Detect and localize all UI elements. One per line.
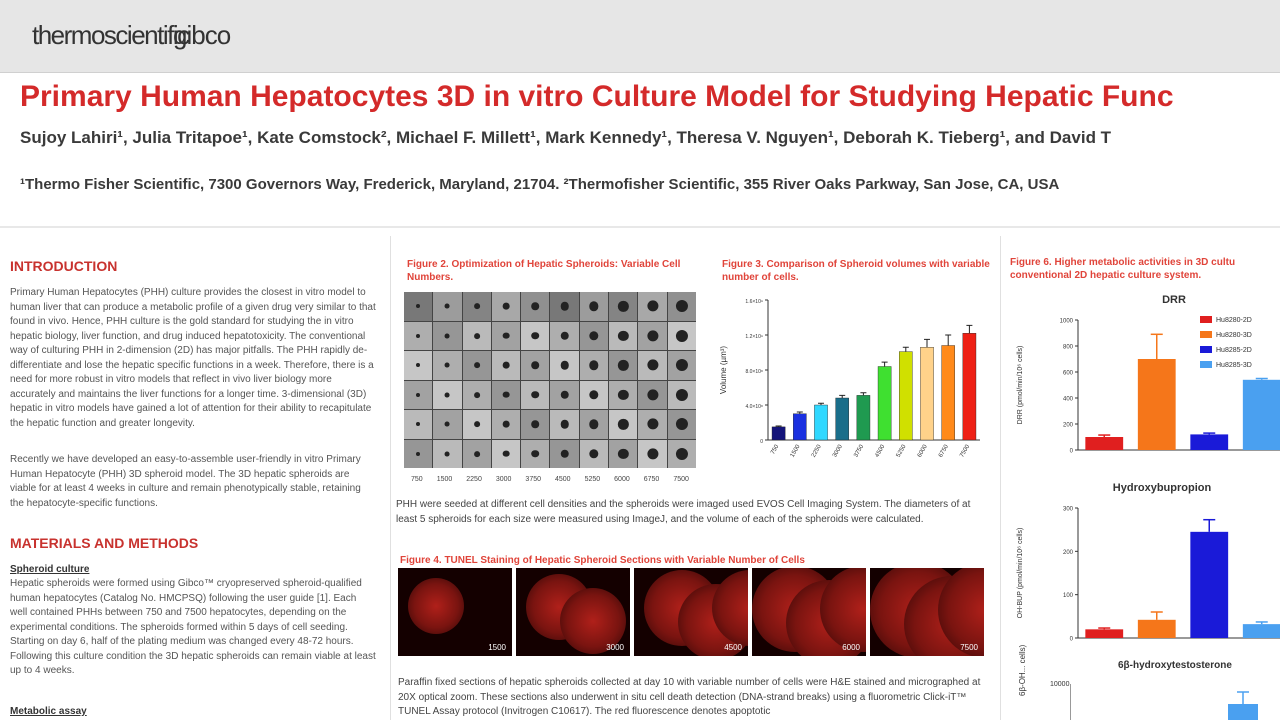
spheroid-well-6750 xyxy=(638,292,666,321)
hydroxytestosterone-chart xyxy=(1070,684,1280,720)
spheroid-well-3750 xyxy=(521,322,549,351)
x-tick-label: 4500 xyxy=(874,444,887,459)
spheroid xyxy=(503,421,510,428)
spheroid-well-5250 xyxy=(580,381,608,410)
tunel-image-1500 xyxy=(398,568,512,656)
bar-hu8285-3d xyxy=(1228,704,1258,720)
legend-swatch xyxy=(1200,316,1212,323)
spheroid xyxy=(532,332,540,340)
spheroid-well-3000 xyxy=(492,351,520,380)
spheroid-well-1500 xyxy=(433,351,461,380)
spheroid-well-2250 xyxy=(463,292,491,321)
legend-label: Hu8285-3D xyxy=(1216,362,1252,369)
bar-Hu8280-2D xyxy=(1085,437,1123,450)
bar-Hu8285-2D xyxy=(1190,434,1228,450)
bar-Hu8280-3D xyxy=(1138,620,1176,638)
spheroid xyxy=(416,452,420,456)
legend-label: Hu8280-2D xyxy=(1216,317,1252,324)
cell-number-label: 3750 xyxy=(525,476,541,483)
spheroid-well-1500 xyxy=(433,292,461,321)
spheroid-well-3000 xyxy=(492,292,520,321)
spheroid-well-3750 xyxy=(521,351,549,380)
spheroid xyxy=(416,304,420,308)
spheroid xyxy=(647,448,658,459)
spheroid-section xyxy=(408,578,464,634)
cell-number-label: 3000 xyxy=(495,476,512,483)
spheroid-well-6750 xyxy=(638,381,666,410)
y-tick-label: 4.0×10⁸ xyxy=(745,404,763,410)
drr-chart xyxy=(1010,288,1280,460)
legend-swatch xyxy=(1200,346,1212,353)
spheroid-culture-subheading: Spheroid culture xyxy=(10,564,90,575)
introduction-paragraph-2: Recently we have developed an easy-to-assemble user-friendly in vitro Primary Human Hepatocyte (PHH) 3D spheroid model. The 3D hepatic spheroids are viable for at least 4 weeks in culture and remain phenotypically stable, retaining the hepatocyte-specific functions. xyxy=(10,454,361,509)
bar-Hu8285-3D xyxy=(1243,624,1280,638)
spheroid xyxy=(676,448,688,460)
spheroid xyxy=(503,303,510,310)
spheroid xyxy=(445,451,450,456)
spheroid xyxy=(589,331,598,340)
spheroid xyxy=(445,333,450,338)
spheroid xyxy=(503,362,510,369)
y-tick-label: 200 xyxy=(1062,422,1073,429)
spheroid xyxy=(560,391,569,400)
spheroid xyxy=(647,360,658,371)
bar-5250 xyxy=(899,352,912,440)
spheroid-well-4500 xyxy=(550,440,578,469)
spheroid-well-6750 xyxy=(638,410,666,439)
spheroid-culture-paragraph: Hepatic spheroids were formed using Gibco™ cryopreserved spheroid-qualified human hepatocytes (Catalog No. HMCPSQ) following the user guide [1]. Each well contained PHHs between 750 and 7500 hepatocytes, depending on the experimental conditions. The spheroids formed within 5 days of cell seeding. Starting on day 6, half of the plating medium was changed every 48-72 hours. Following this culture condition the 3D hepatic spheroids can remain viable at least up to 4 weeks. xyxy=(10,578,376,676)
figure-3-description: PHH were seeded at different cell densities and the spheroids were imaged used EVOS Cell Imaging System. The diameters of at least 5 spheroids for each size were measured using ImageJ, and the volume of each of the spheroids were calculated. xyxy=(396,499,971,525)
spheroid-well-7500 xyxy=(668,322,696,351)
spheroid xyxy=(676,359,688,371)
hydroxytestosterone-title: 6β-hydroxytestosterone xyxy=(1118,660,1232,671)
spheroid xyxy=(532,302,540,310)
bar-6000 xyxy=(920,347,933,440)
spheroid xyxy=(474,421,480,427)
spheroid-well-3000 xyxy=(492,440,520,469)
column-divider-right xyxy=(1000,236,1001,720)
x-tick-label: 1500 xyxy=(789,444,802,459)
spheroid xyxy=(589,390,598,399)
spheroid xyxy=(676,389,688,401)
spheroid xyxy=(560,361,569,370)
spheroid xyxy=(647,301,658,312)
spheroid xyxy=(618,360,628,370)
y-tick-label: 200 xyxy=(1062,549,1073,556)
poster-title: Primary Human Hepatocytes 3D in vitro Culture Model for Studying Hepatic Func xyxy=(20,80,1174,113)
spheroid xyxy=(474,303,480,309)
spheroid xyxy=(416,334,420,338)
spheroid xyxy=(474,362,480,368)
spheroid-well-5250 xyxy=(580,440,608,469)
hydroxytestosterone-ytick: 10000 xyxy=(1050,681,1070,688)
spheroid xyxy=(532,361,540,369)
cell-number-label: 6000 xyxy=(614,476,630,483)
x-tick-label: 6750 xyxy=(938,444,950,459)
y-tick-label: 600 xyxy=(1062,370,1073,377)
x-tick-label: 5250 xyxy=(895,444,908,459)
spheroid xyxy=(503,391,510,398)
bar-Hu8285-2D xyxy=(1190,532,1228,638)
spheroid xyxy=(416,422,420,426)
author-list: Sujoy Lahiri¹, Julia Tritapoe¹, Kate Comstock², Michael F. Millett¹, Mark Kennedy¹, Theresa V. Nguyen¹, Deborah K. Tieberg¹, and David T xyxy=(20,128,1112,147)
spheroid xyxy=(560,450,569,459)
spheroid-well-6000 xyxy=(609,351,637,380)
y-tick-label: 1000 xyxy=(1059,318,1073,325)
spheroid-well-2250 xyxy=(463,440,491,469)
cell-number-label: 4500 xyxy=(555,476,571,483)
bar-6750 xyxy=(942,346,955,441)
spheroid-well-6000 xyxy=(609,410,637,439)
spheroid-well-7500 xyxy=(668,292,696,321)
y-axis-label: Volume (µm³) xyxy=(719,345,728,395)
spheroid-well-5250 xyxy=(580,351,608,380)
spheroid-well-5250 xyxy=(580,322,608,351)
spheroid-well-4500 xyxy=(550,381,578,410)
legend-swatch xyxy=(1200,361,1212,368)
spheroid-well-7500 xyxy=(668,381,696,410)
spheroid-well-4500 xyxy=(550,292,578,321)
tunel-cell-count-label: 3000 xyxy=(606,643,624,652)
spheroid-well-3000 xyxy=(492,381,520,410)
header-bar xyxy=(0,0,1280,73)
spheroid-image-grid xyxy=(404,292,696,468)
spheroid xyxy=(503,450,510,457)
tunel-image-6000 xyxy=(752,568,866,656)
spheroid-well-4500 xyxy=(550,322,578,351)
spheroid xyxy=(676,330,688,342)
x-tick-label: 6000 xyxy=(916,444,929,459)
cell-number-label: 7500 xyxy=(673,476,689,483)
spheroid xyxy=(532,391,540,399)
spheroid-well-7500 xyxy=(668,351,696,380)
spheroid xyxy=(589,449,598,458)
spheroid-well-3750 xyxy=(521,292,549,321)
spheroid xyxy=(560,302,569,311)
cell-number-label: 2250 xyxy=(466,476,482,483)
spheroid-well-1500 xyxy=(433,381,461,410)
spheroid-well-1500 xyxy=(433,440,461,469)
spheroid xyxy=(503,332,510,339)
bar-Hu8280-2D xyxy=(1085,629,1123,638)
thermoscientific-logo: thermoscientific xyxy=(32,20,189,50)
spheroid-well-6750 xyxy=(638,322,666,351)
tunel-image-3000 xyxy=(516,568,630,656)
spheroid-well-6000 xyxy=(609,322,637,351)
spheroid xyxy=(676,300,688,312)
spheroid xyxy=(445,363,450,368)
spheroid-volume-chart xyxy=(712,290,992,472)
bar-750 xyxy=(772,427,785,440)
chart-title: DRR xyxy=(1162,294,1186,306)
y-tick-label: 1.6×10⁹ xyxy=(745,299,763,305)
y-tick-label: 300 xyxy=(1062,506,1073,513)
cell-number-label: 1500 xyxy=(436,476,453,483)
legend-label: Hu8285-2D xyxy=(1216,347,1252,354)
tunel-cell-count-label: 4500 xyxy=(724,643,742,652)
spheroid xyxy=(647,419,658,430)
legend-swatch xyxy=(1200,331,1212,338)
spheroid-well-5250 xyxy=(580,292,608,321)
gibco-logo: gibco xyxy=(173,20,231,50)
x-tick-label: 7500 xyxy=(959,444,972,459)
tunel-cell-count-label: 6000 xyxy=(842,643,860,652)
hydroxybupropion-chart xyxy=(1010,476,1280,646)
x-tick-label: 2250 xyxy=(810,444,823,459)
spheroid xyxy=(647,330,658,341)
spheroid-well-6000 xyxy=(609,381,637,410)
introduction-heading: INTRODUCTION xyxy=(10,258,118,274)
spheroid-well-3750 xyxy=(521,381,549,410)
spheroid-well-2250 xyxy=(463,410,491,439)
cell-number-label: 6750 xyxy=(643,476,660,483)
spheroid-well-750 xyxy=(404,410,432,439)
spheroid-well-6000 xyxy=(609,292,637,321)
spheroid-well-3000 xyxy=(492,410,520,439)
introduction-paragraph-1: Primary Human Hepatocytes (PHH) culture provides the closest in vitro model to human liver that can produce a metabolic profile of a given drug very similar to that found in vivo. Hence, PHH culture is the gold standard for studying the in vitro hepatic biology, liver function, and drug induced hepatotoxicity. The conventional way of culturing PHH in 2-dimension (2D) has major pitfalls. The PHH rapidly de-differentiate and lose the hepatic specific functions in a week. Therefore, there is a need for more robust in vitro models that reflect in vivo liver biology more accurately and maintains the liver functions for a longer time. 3-dimensional (3D) hepatic in vitro models have gained a lot of attention for their ability to recapitulate the hepatic function and greater longevity. xyxy=(10,287,376,429)
spheroid-well-7500 xyxy=(668,440,696,469)
affiliations: ¹Thermo Fisher Scientific, 7300 Governors Way, Frederick, Maryland, 21704. ²Thermofisher Scientific, 355 River Oaks Parkway, San Jose, CA, USA xyxy=(20,176,1060,193)
cell-number-label: 750 xyxy=(411,476,423,483)
spheroid-well-3750 xyxy=(521,410,549,439)
chart-title: Hydroxybupropion xyxy=(1112,482,1212,494)
spheroid xyxy=(618,449,628,459)
spheroid xyxy=(618,331,628,341)
spheroid xyxy=(589,361,598,370)
y-tick-label: 0 xyxy=(1069,636,1073,643)
y-tick-label: 400 xyxy=(1062,396,1073,403)
y-tick-label: 100 xyxy=(1062,593,1073,600)
y-tick-label: 1.2×10⁹ xyxy=(745,334,763,340)
figure-3-caption: Figure 3. Comparison of Spheroid volumes with variable number of cells. xyxy=(722,259,990,283)
spheroid-well-6000 xyxy=(609,440,637,469)
figure-2-caption: Figure 2. Optimization of Hepatic Spheroids: Variable Cell Numbers. xyxy=(407,259,681,283)
spheroid-well-750 xyxy=(404,440,432,469)
spheroid-well-4500 xyxy=(550,351,578,380)
spheroid xyxy=(445,422,450,427)
tunel-image-4500 xyxy=(634,568,748,656)
spheroid-well-6750 xyxy=(638,351,666,380)
spheroid xyxy=(474,392,480,398)
spheroid-well-7500 xyxy=(668,410,696,439)
bar-4500 xyxy=(878,367,891,441)
y-tick-label: 8.0×10⁸ xyxy=(745,369,763,375)
spheroid-well-5250 xyxy=(580,410,608,439)
spheroid-well-4500 xyxy=(550,410,578,439)
tunel-cell-count-label: 7500 xyxy=(960,643,978,652)
figure-2-cell-number-labels xyxy=(404,476,696,483)
spheroid-well-2250 xyxy=(463,351,491,380)
bar-3000 xyxy=(836,398,849,440)
tunel-image-7500 xyxy=(870,568,984,656)
spheroid-well-2250 xyxy=(463,381,491,410)
y-axis-label: OH-BUP (pmol/min/10⁶ cells) xyxy=(1017,527,1024,619)
spheroid xyxy=(474,333,480,339)
spheroid xyxy=(445,392,450,397)
column-divider-left xyxy=(390,236,391,720)
spheroid-well-6750 xyxy=(638,440,666,469)
header-divider xyxy=(0,226,1280,228)
spheroid-well-3000 xyxy=(492,322,520,351)
methods-heading: MATERIALS AND METHODS xyxy=(10,535,199,551)
legend-label: Hu8280-3D xyxy=(1216,332,1252,339)
cell-number-label: 5250 xyxy=(584,476,601,483)
spheroid xyxy=(676,418,688,430)
spheroid xyxy=(618,419,628,429)
y-tick-label: 0 xyxy=(1069,448,1073,455)
spheroid xyxy=(618,301,628,311)
spheroid xyxy=(618,390,628,400)
spheroid-well-750 xyxy=(404,322,432,351)
spheroid-well-750 xyxy=(404,381,432,410)
figure-6-caption: Figure 6. Higher metabolic activities in 3D cultu conventional 2D hepatic culture system. xyxy=(1010,257,1236,281)
x-tick-label: 3750 xyxy=(853,444,866,459)
figure-4-description: Paraffin fixed sections of hepatic spheroids collected at day 10 with variable number of cells were H&E stained and micrographed at 20X optical zoom. These sections also underwent in situ cell death detection (DNA-strand breaks) using a fluorometric Click-iT™ TUNEL Assay protocol (Invitrogen C10617). The red fluorescence denotes apoptotic xyxy=(398,677,981,717)
metabolic-assay-subheading: Metabolic assay xyxy=(10,706,87,717)
spheroid-well-3750 xyxy=(521,440,549,469)
bar-1500 xyxy=(793,414,806,440)
y-tick-label: 800 xyxy=(1062,344,1073,351)
spheroid xyxy=(416,393,420,397)
y-tick-label: 0 xyxy=(760,439,763,445)
bar-2250 xyxy=(814,405,827,440)
hydroxytestosterone-ylabel: 6β-OH... cells) xyxy=(1018,644,1027,696)
x-tick-label: 750 xyxy=(770,444,781,456)
spheroid xyxy=(532,420,540,428)
spheroid xyxy=(589,420,598,429)
spheroid xyxy=(416,363,420,367)
bar-Hu8280-3D xyxy=(1138,359,1176,450)
tunel-cell-count-label: 1500 xyxy=(488,643,506,652)
spheroid xyxy=(532,450,540,458)
spheroid-well-1500 xyxy=(433,322,461,351)
spheroid xyxy=(589,302,598,311)
figure-4-caption: Figure 4. TUNEL Staining of Hepatic Spheroid Sections with Variable Number of Cells xyxy=(400,555,805,566)
y-axis-label: DRR (pmol/min/10⁶ cells) xyxy=(1017,345,1024,425)
spheroid xyxy=(560,332,569,341)
bar-Hu8285-3D xyxy=(1243,380,1280,450)
x-tick-label: 3000 xyxy=(832,444,844,459)
bar-3750 xyxy=(857,395,870,440)
spheroid-well-750 xyxy=(404,351,432,380)
spheroid xyxy=(647,389,658,400)
spheroid-well-2250 xyxy=(463,322,491,351)
spheroid xyxy=(560,420,569,429)
spheroid xyxy=(474,451,480,457)
spheroid-well-750 xyxy=(404,292,432,321)
spheroid-well-1500 xyxy=(433,410,461,439)
bar-7500 xyxy=(963,333,976,440)
spheroid xyxy=(445,304,450,309)
